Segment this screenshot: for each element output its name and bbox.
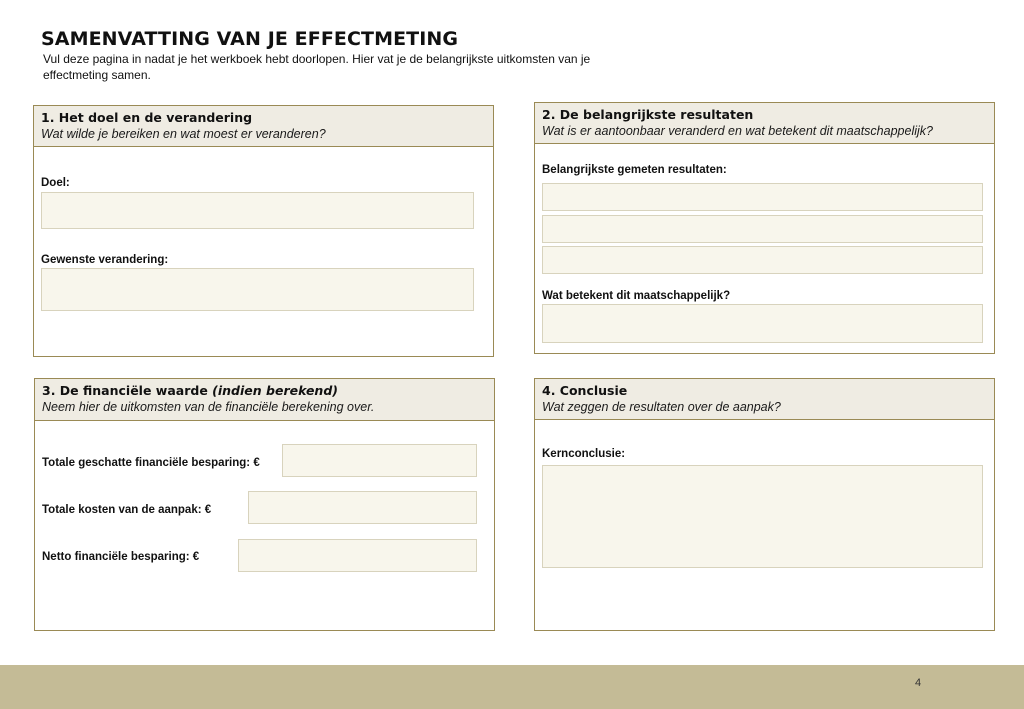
core-conclusion-label: Kernconclusie:: [542, 448, 626, 460]
section-results: [534, 102, 995, 354]
section-title: 2. De belangrijkste resultaten: [542, 107, 754, 122]
section-subtitle: Wat wilde je bereiken en wat moest er veranderen?: [41, 127, 326, 141]
core-conclusion-field[interactable]: [542, 465, 983, 568]
total-costs-field[interactable]: [248, 491, 477, 524]
section-title: 1. Het doel en de verandering: [41, 110, 253, 125]
page-number: 4: [915, 677, 922, 689]
section-subtitle: Wat zeggen de resultaten over de aanpak?: [542, 400, 781, 414]
goal-field[interactable]: [41, 192, 474, 229]
section-title-main: 3. De financiële waarde: [42, 383, 208, 398]
section-subtitle: Neem hier de uitkomsten van de financiële berekening over.: [42, 400, 375, 414]
page-title: SAMENVATTING VAN JE EFFECTMETING: [41, 28, 459, 50]
section-conclusion: [534, 378, 995, 631]
section-title: [42, 383, 487, 399]
measured-results-label: Belangrijkste gemeten resultaten:: [542, 164, 727, 176]
section-financial-value: [34, 378, 495, 631]
result-field-1[interactable]: [542, 183, 983, 211]
result-field-3[interactable]: [542, 246, 983, 274]
goal-label: Doel:: [41, 177, 70, 189]
section-title: 4. Conclusie: [542, 383, 628, 398]
total-savings-field[interactable]: [282, 444, 477, 477]
result-field-2[interactable]: [542, 215, 983, 243]
total-costs-label: Totale kosten van de aanpak: €: [42, 504, 212, 516]
section-title-suffix: (indien berekend): [212, 383, 338, 398]
net-savings-field[interactable]: [238, 539, 477, 572]
section-header: [535, 103, 994, 144]
desired-change-label: Gewenste verandering:: [41, 254, 169, 266]
section-subtitle: Wat is er aantoonbaar veranderd en wat betekent dit maatschappelijk?: [542, 124, 933, 138]
intro-text: Vul deze pagina in nadat je het werkboek hebt doorlopen. Hier vat je de belangrijkste uitkomsten van je effectmeting samen.: [43, 52, 591, 82]
section-header: [34, 106, 493, 147]
societal-meaning-label: Wat betekent dit maatschappelijk?: [542, 290, 731, 302]
desired-change-field[interactable]: [41, 268, 474, 311]
total-savings-label: Totale geschatte financiële besparing: €: [42, 457, 260, 469]
section-header: [535, 379, 994, 420]
section-goal-change: [33, 105, 494, 357]
footer-band: [0, 665, 1024, 709]
net-savings-label: Netto financiële besparing: €: [42, 551, 200, 563]
societal-meaning-field[interactable]: [542, 304, 983, 343]
section-header: [35, 379, 494, 421]
